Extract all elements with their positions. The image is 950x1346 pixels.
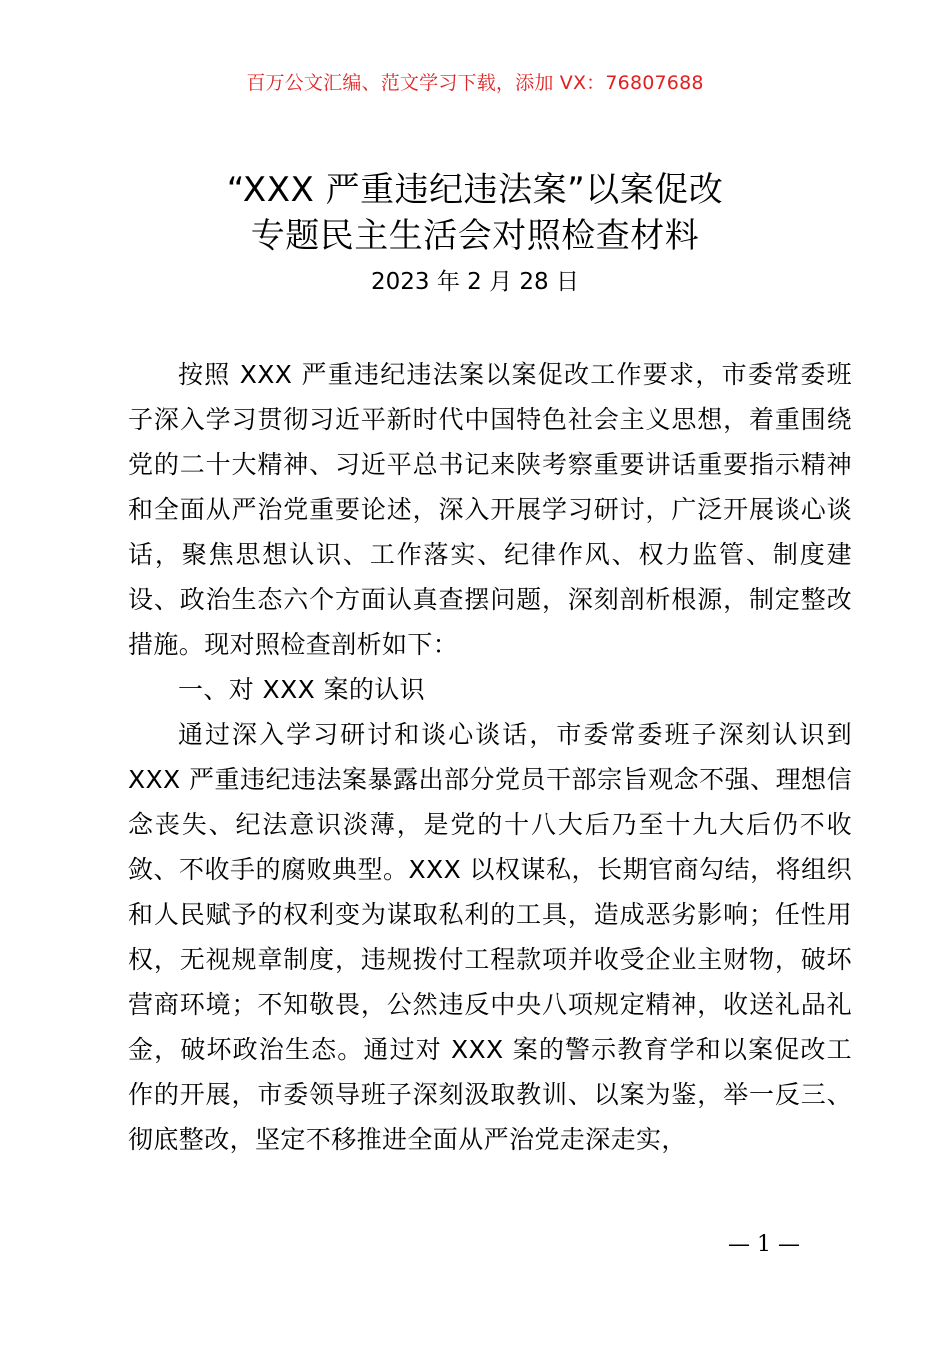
document-date: 2023 年 2 月 28 日 (371, 269, 579, 295)
header-banner: 百万公文汇编、范文学习下载，添加 VX：76807688 (246, 72, 704, 94)
body-paragraph-intro: 按照 XXX 严重违纪违法案以案促改工作要求，市委常委班子深入学习贯彻习近平新时代中国特色社会主义思想，着重围绕党的二十大精神、习近平总书记来陕考察重要讲话重要指示精神和全面从严治党重要论述，深入开展学习研讨，广泛开展谈心谈话，聚焦思想认识、工作落实、纪律作风、权力监管、制度建设、政治生态六个方面认真查摆问题，深刻剖析根源，制定整改措施。现对照检查剖析如下： (128, 360, 852, 659)
section-heading-1: 一、对 XXX 案的认识 (178, 675, 426, 704)
page-number: — 1 — (728, 1232, 800, 1257)
document-body (128, 352, 852, 1162)
document-title-line-2: 专题民主生活会对照检查材料 (250, 216, 700, 256)
document-title-line-1: “XXX 严重违纪违法案”以案促改 (226, 170, 724, 210)
body-paragraph-section-1: 通过深入学习研讨和谈心谈话，市委常委班子深刻认识到 XXX 严重违纪违法案暴露出部分党员干部宗旨观念不强、理想信念丧失、纪法意识淡薄，是党的十八大后乃至十九大后仍不收敛、不收手的腐败典型。XXX 以权谋私，长期官商勾结，将组织和人民赋予的权利变为谋取私利的工具，造成恶劣影响；任性用权，无视规章制度，违规拨付工程款项并收受企业主财物，破坏营商环境；不知敬畏，公然违反中央八项规定精神，收送礼品礼金，破坏政治生态。通过对 XXX 案的警示教育学和以案促改工作的开展，市委领导班子深刻汲取教训、以案为鉴，举一反三、彻底整改，坚定不移推进全面从严治党走深走实， (128, 720, 852, 1154)
